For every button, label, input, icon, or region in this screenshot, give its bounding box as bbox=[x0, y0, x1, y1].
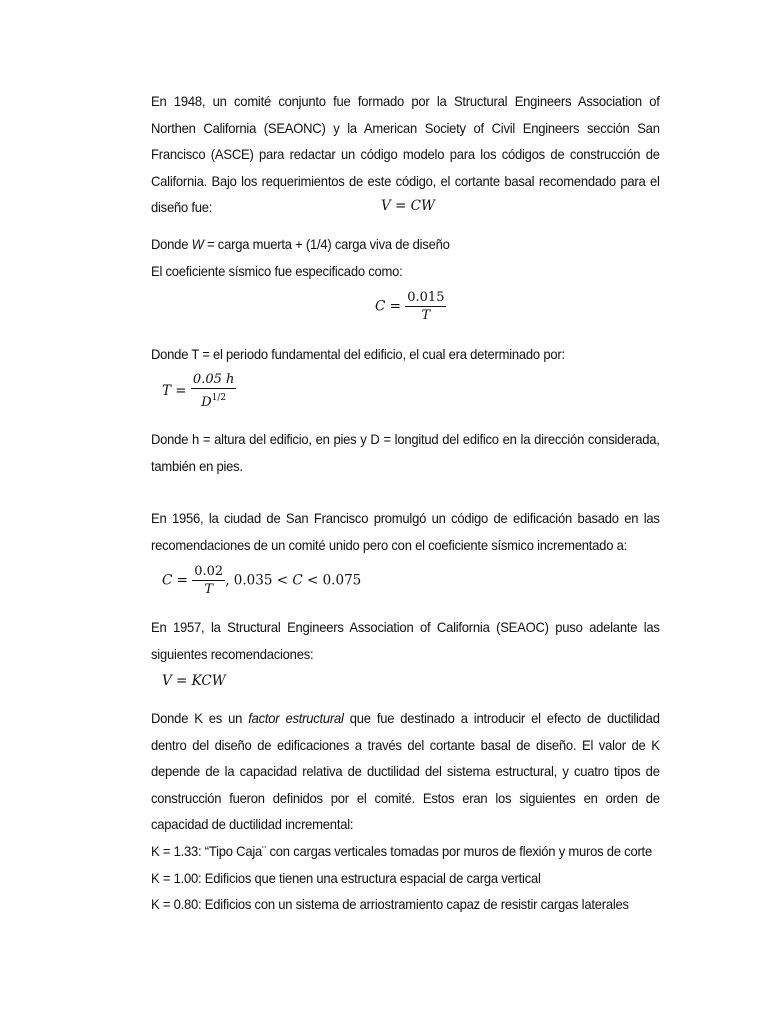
paragraph-h-definition-text: Donde h = altura del edificio, en pies y D = longitud del edifico en la dirección considerada, también en pies. bbox=[151, 431, 660, 474]
eq4-numerator: 0.02 bbox=[194, 564, 224, 579]
eq4-lhs: C bbox=[162, 572, 173, 589]
eq4-range-end: 0.075 bbox=[322, 572, 362, 589]
eq3-lhs: T bbox=[162, 383, 172, 399]
eq2-numerator: 0.015 bbox=[407, 290, 445, 305]
line-t-definition: Donde T = el periodo fundamental del edificio, el cual era determinado por: bbox=[151, 346, 565, 362]
line-w-definition bbox=[151, 231, 660, 258]
paragraph-1957 bbox=[151, 614, 660, 667]
eq3-numerator: 0.05 h bbox=[192, 372, 235, 387]
equation-c-coefficient: C = $\frac{0.015}{T}$ bbox=[375, 290, 445, 323]
k-value-0-80: K = 0.80: Edificios con un sistema de arriostramiento capaz de resistir cargas laterales bbox=[151, 896, 629, 913]
eq4-range-start: , 0.035 bbox=[225, 572, 273, 589]
k-value-1-00: K = 1.00: Edificios que tienen una estructura espacial de carga vertical bbox=[151, 869, 541, 886]
line-coefficient: El coeficiente sísmico fue especificado como: bbox=[151, 262, 403, 279]
line-w-variable: W bbox=[191, 236, 204, 252]
p5-emphasis: factor estructural bbox=[248, 710, 344, 726]
eq4-range-variable: C bbox=[292, 572, 303, 589]
line-w-suffix: = carga muerta + (1/4) carga viva de diseño bbox=[203, 236, 450, 252]
line-w-prefix: Donde bbox=[151, 236, 192, 252]
eq3-fraction bbox=[191, 372, 236, 411]
equation-period: T = $\frac{0.05 h}{D^{1/2}}$ bbox=[162, 372, 235, 410]
eq3-denominator bbox=[191, 389, 236, 411]
paragraph-1957-text: En 1957, la Structural Engineers Association of California (SEAOC) puso adelante las siguientes recomendaciones: bbox=[151, 619, 660, 662]
paragraph-k-factor-text bbox=[151, 705, 660, 838]
paragraph-k-factor bbox=[151, 705, 660, 918]
equation-v-kcw: V = KCW bbox=[162, 673, 226, 689]
equation-c-1956: C = $\frac{0.02}{T}$ , 0.035 < C < 0.075 bbox=[162, 564, 362, 597]
eq2-lhs: C bbox=[375, 298, 386, 315]
line-t-definition-wrap bbox=[151, 341, 660, 368]
eq4-denominator: T bbox=[204, 582, 214, 597]
p5-prefix: Donde K es un bbox=[151, 710, 249, 726]
eq4-fraction bbox=[192, 564, 225, 598]
paragraph-1956 bbox=[151, 505, 660, 558]
k-value-1-33: K = 1.33: “Tipo Caja¨ con cargas verticales tomadas por muros de flexión y muros de corte bbox=[151, 842, 652, 859]
definitions-block-1 bbox=[151, 231, 660, 284]
eq2-denominator: T bbox=[421, 308, 431, 323]
eq3-den-base: D bbox=[201, 395, 212, 410]
p5-suffix: que fue destinado a introducir el efecto de ductilidad dentro del diseño de edificaciones a través del cortante basal de diseño. El valor de K depende de la capacidad relativa de ductilidad del sistema estructural, y cuatro tipos de construcción fueron definidos por el comité. Estos eran los siguientes en orden de capacidad de ductilidad incremental: bbox=[151, 710, 660, 833]
paragraph-1956-text: En 1956, la ciudad de San Francisco promulgó un código de edificación basado en las recomendaciones de un comité unido pero con el coeficiente sísmico incrementado a: bbox=[151, 510, 660, 553]
paragraph-h-definition bbox=[151, 426, 660, 479]
equation-v-cw: V = CW bbox=[381, 198, 435, 214]
eq3-den-exponent: 1/2 bbox=[211, 393, 227, 403]
paragraph-1948-text: En 1948, un comité conjunto fue formado por la Structural Engineers Association of Northen California (SEAONC) y la American Society of Civil Engineers sección San Francisco (ASCE) para redactar un código modelo para los códigos de construcción de California. Bajo los requerimientos de este código, el cortante basal recomendado para el diseño fue: bbox=[151, 93, 660, 216]
eq2-fraction bbox=[405, 290, 446, 324]
